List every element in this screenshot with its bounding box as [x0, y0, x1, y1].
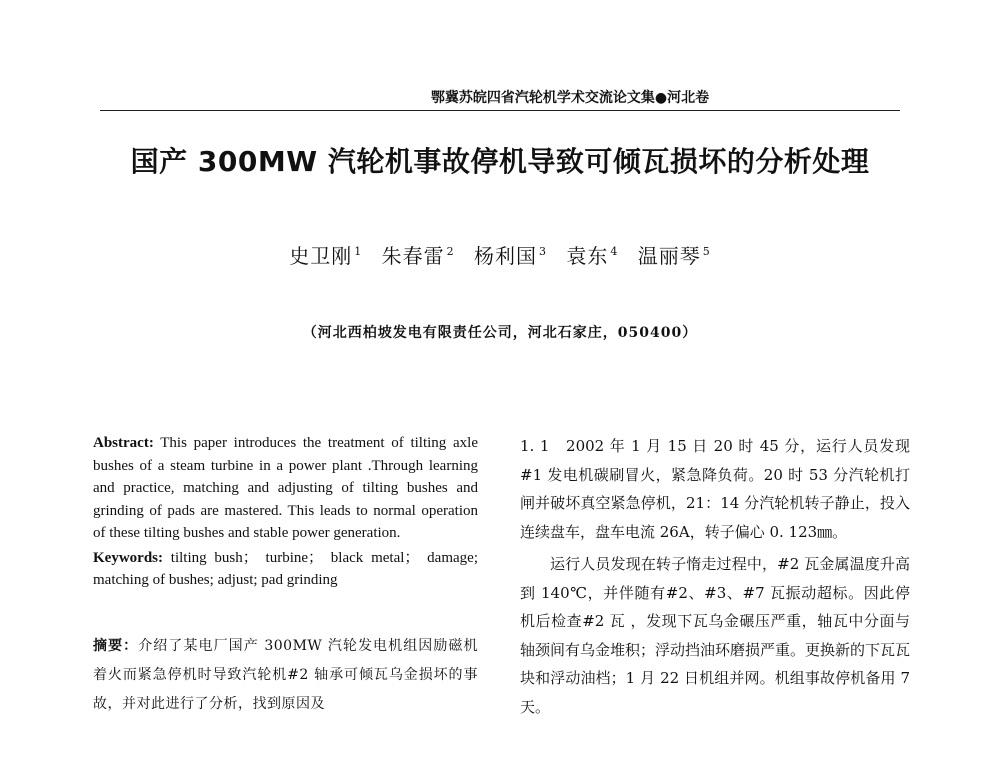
author: [474, 244, 547, 268]
right-column: [520, 432, 910, 721]
author-name: 史卫刚: [289, 244, 353, 268]
author: [566, 244, 618, 268]
affiliation: （河北西柏坡发电有限责任公司，河北石家庄，050400）: [302, 325, 698, 341]
keywords-text: tilting bush； turbine； black metal； damage; matching of bushes; adjust; pad grinding: [93, 549, 478, 588]
author: [289, 244, 362, 268]
running-header-text: 鄂冀苏皖四省汽轮机学术交流论文集●河北卷: [430, 90, 710, 106]
author-name: 朱春雷: [381, 244, 445, 268]
author-affiliation-marker: 5: [702, 245, 711, 259]
author-name: 袁东: [566, 244, 609, 268]
chinese-abstract-label: 摘要：: [93, 637, 139, 654]
author: [638, 244, 711, 268]
author-affiliation-marker: 4: [610, 245, 619, 259]
author-affiliation-marker: 1: [354, 245, 363, 259]
chinese-abstract-text: 介绍了某电厂国产 300MW 汽轮发电机组因励磁机着火而紧急停机时导致汽轮机#2 轴承可倾瓦乌金损坏的事故，并对此进行了分析，找到原因及: [93, 637, 478, 712]
author-affiliation-marker: 3: [539, 245, 547, 259]
keywords: [93, 547, 478, 592]
running-header: [100, 88, 900, 111]
author-name: 温丽琴: [637, 244, 701, 268]
author: [382, 244, 455, 268]
author-name: 杨利国: [474, 244, 537, 268]
keywords-label: Keywords:: [93, 549, 163, 566]
abstract-label: Abstract:: [93, 435, 154, 451]
chinese-abstract: [93, 632, 478, 719]
paper-title: 国产 300MW 汽轮机事故停机导致可倾瓦损坏的分析处理: [130, 145, 870, 178]
body-paragraph: 运行人员发现在转子惰走过程中，#2 瓦金属温度升高到 140℃，并伴随有#2、#3、#7 瓦振动超标。因此停机后检查#2 瓦 ，发现下瓦乌金碾压严重，轴瓦中分面与轴颈间有乌金堆积；浮动挡油环磨损严重。更换新的下瓦瓦块和浮动油档；1 月 22 日机组并网。机组事故停机备用 7 天。: [520, 555, 911, 716]
body-paragraph: 1. 1 2002 年 1 月 15 日 20 时 45 分，运行人员发现#1 发电机碳刷冒火，紧急降负荷。20 时 53 分汽轮机打闸并破坏真空紧急停机，21：14 分汽轮机转子静止，投入连续盘车，盘车电流 26A，转子偏心 0. 123㎜。: [520, 437, 910, 541]
author-affiliation-marker: 2: [446, 245, 455, 259]
abstract-text: This paper introduces the treatment of tilting axle bushes of a steam turbine in a power plant .Through learning and practice, matching and adjusting of tilting bushes and grinding of pads are mastered. This leads to normal operation of these tilting bushes and stable power generation.: [93, 435, 478, 541]
english-abstract: [93, 432, 478, 545]
left-column: [93, 432, 478, 719]
author-list: [0, 240, 1000, 269]
